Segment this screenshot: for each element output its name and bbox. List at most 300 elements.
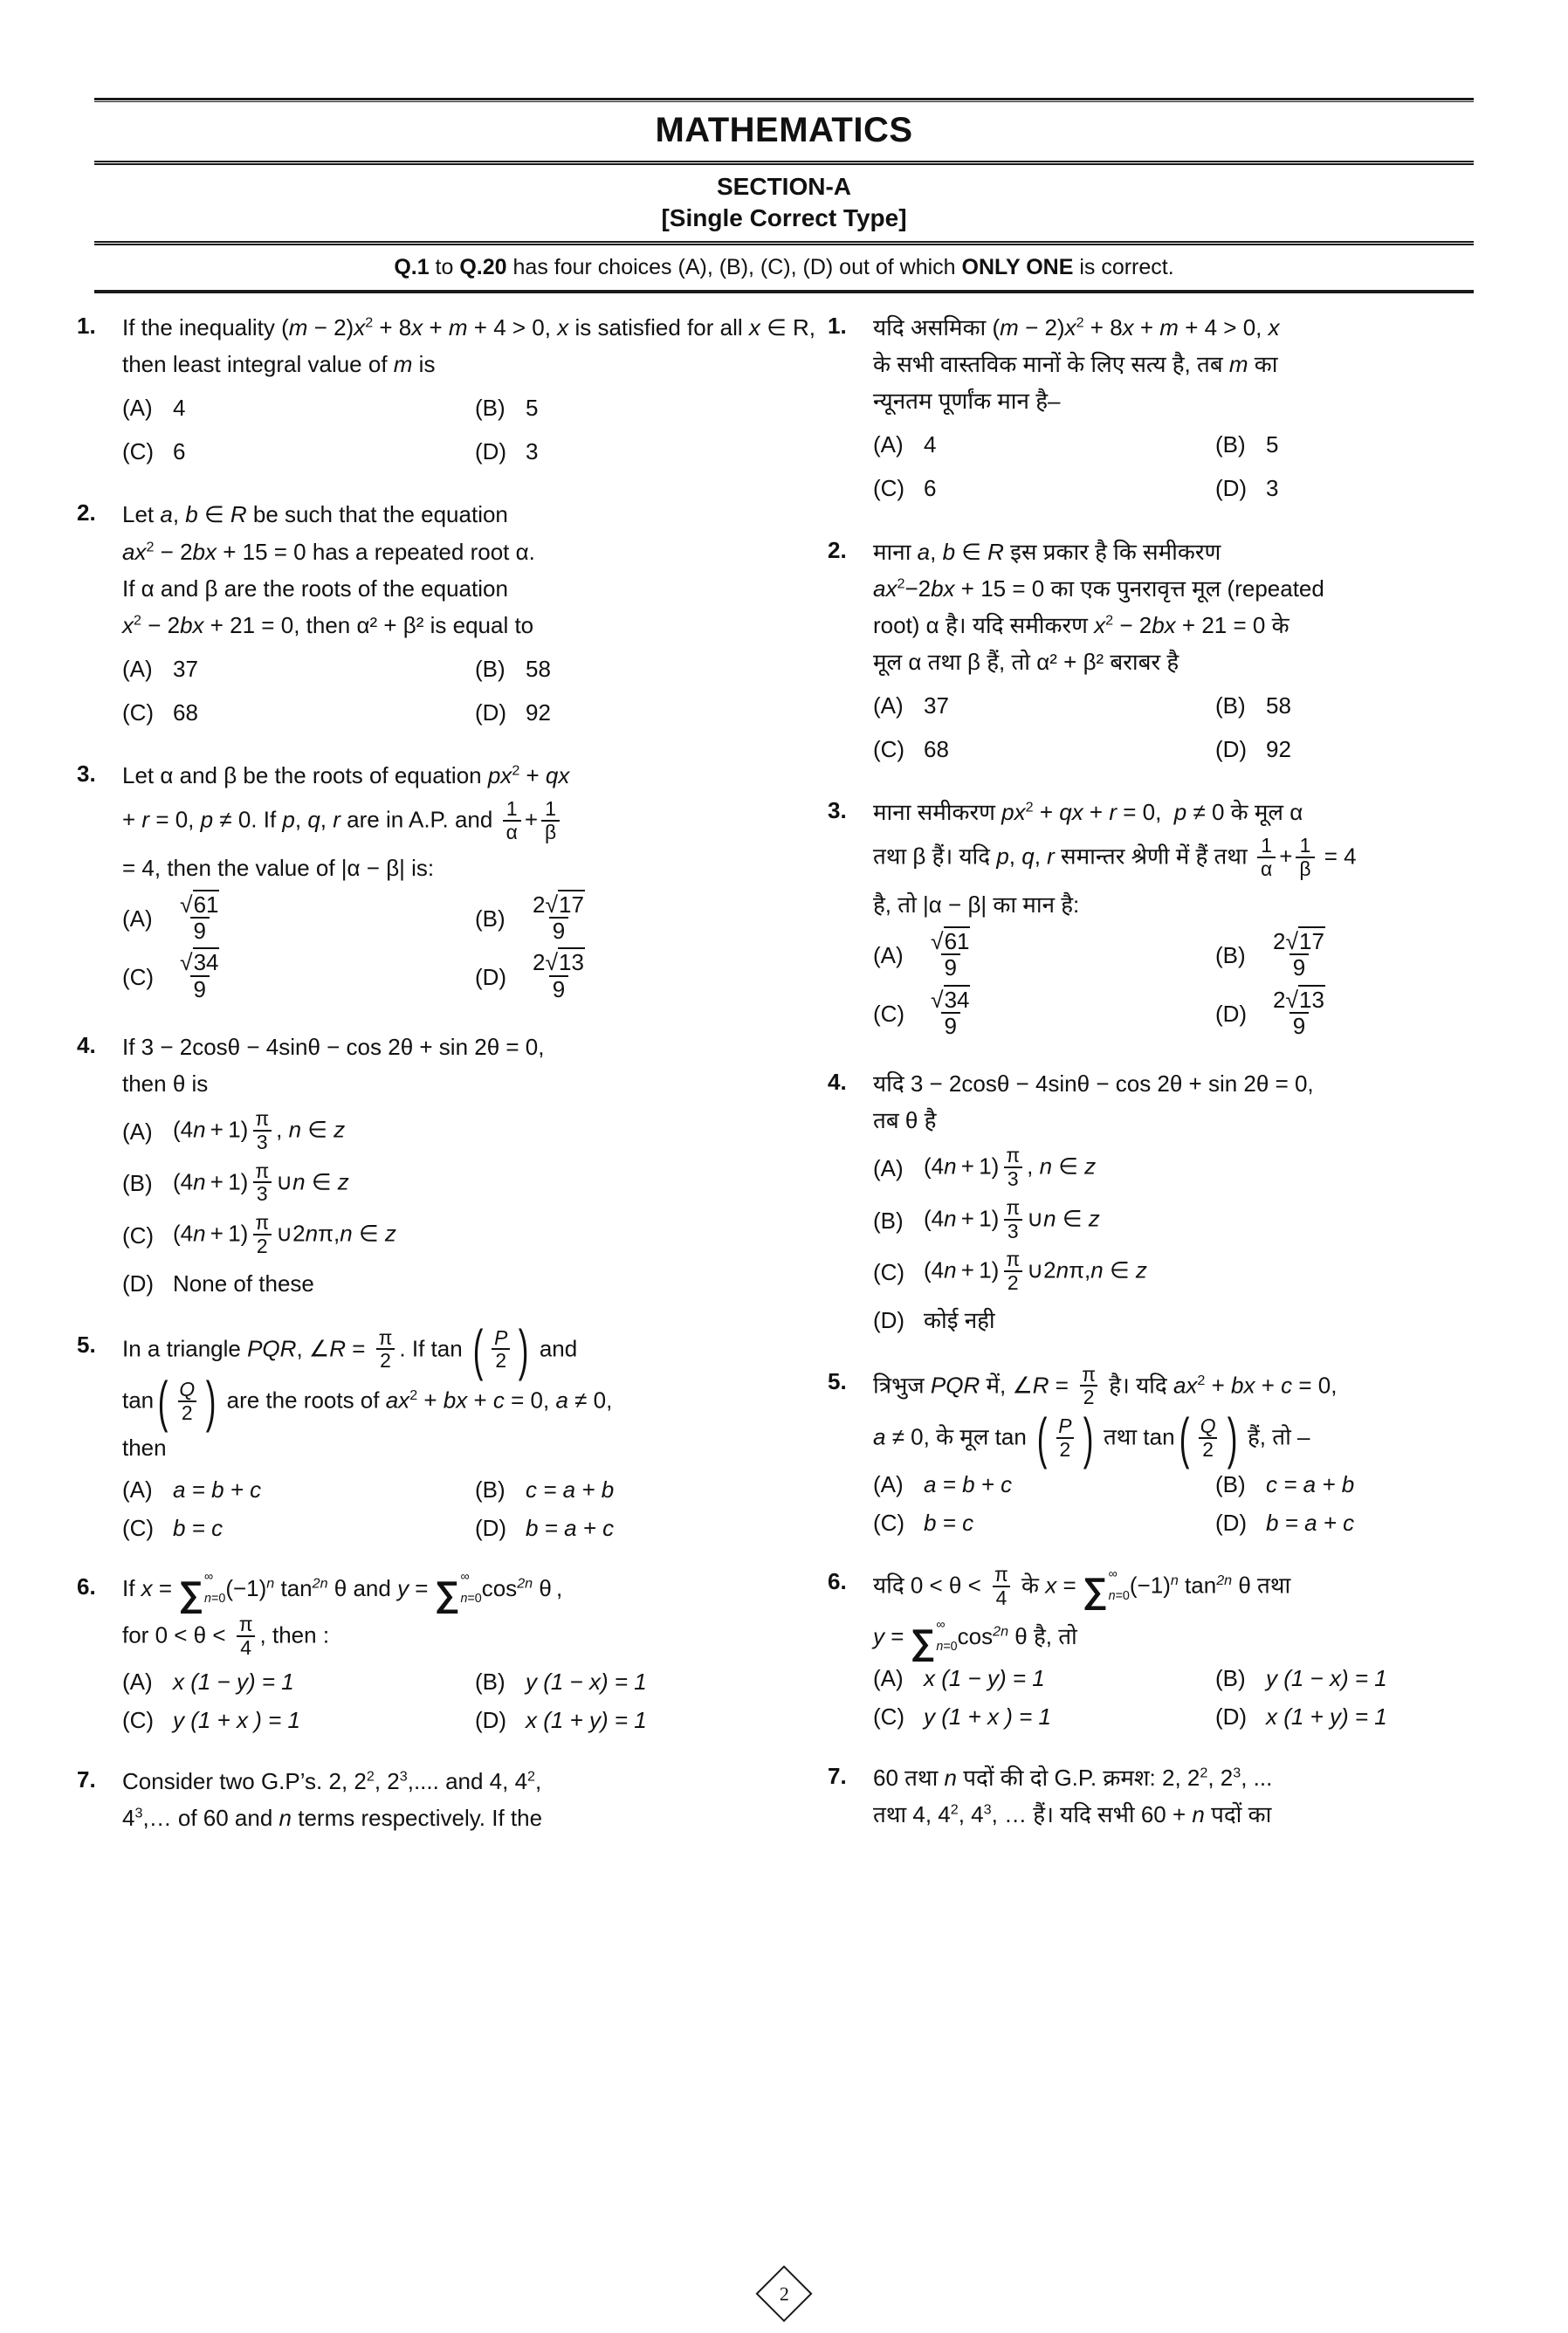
question-number: 4.	[828, 1069, 847, 1096]
q5hi-seg3: है। यदि	[1102, 1372, 1173, 1399]
option-label: (D)	[1215, 1000, 1248, 1027]
option-label: (A)	[122, 655, 153, 682]
option-a[interactable]	[122, 647, 475, 691]
q1-exp: 2	[365, 314, 374, 331]
option-label: (B)	[475, 395, 505, 422]
q4-line2: then θ is	[122, 1070, 209, 1098]
q6hi-seg2: के	[1014, 1572, 1046, 1599]
option-value: 68	[924, 736, 949, 763]
option-label: (D)	[1215, 475, 1248, 502]
q3hi-seg2: के मूल α	[1224, 799, 1303, 826]
option-label: (C)	[873, 1258, 905, 1285]
option-label: (A)	[873, 1155, 904, 1182]
option-value: 37	[173, 655, 198, 682]
option-c[interactable]	[873, 985, 1215, 1043]
q1-var-x2: x	[411, 314, 423, 341]
q2hi-seg6: मूल α तथा β हैं, तो α² + β² बराबर है	[873, 648, 1179, 675]
options-list	[122, 647, 828, 734]
q7hi-seg3: , 2	[1207, 1764, 1234, 1791]
q5-seg7: = 0,	[504, 1387, 556, 1414]
question-6-hi	[828, 1562, 1558, 1737]
option-c[interactable]	[873, 1246, 1558, 1297]
q3-seg4: are in A.P. and	[340, 806, 499, 833]
option-b[interactable]	[475, 386, 828, 430]
options-list	[873, 1142, 1558, 1341]
q1-seg-a: If the inequality (	[122, 314, 289, 341]
option-value: y (1 − x) = 1	[526, 1669, 647, 1696]
q1-l2-c: ∈ R, then least integral	[122, 314, 815, 378]
option-b[interactable]	[475, 1662, 828, 1701]
option-value: (4n + 1) $\frac{\pi}{3}$ , n ∈ z	[924, 1144, 1097, 1191]
question-7-en	[77, 1763, 828, 1836]
option-a[interactable]	[873, 926, 1215, 985]
q7hi-seg5: तथा 4, 4	[873, 1800, 951, 1827]
option-label: (B)	[475, 655, 505, 682]
q1-seg-e: + 4 > 0,	[467, 314, 551, 341]
q7hi-seg4: , ...	[1241, 1764, 1273, 1791]
q5hi-seg4: ≠ 0, के मूल tan	[885, 1423, 1034, 1450]
column-hindi	[828, 309, 1558, 1859]
options-list	[873, 423, 1558, 510]
instruction-rule-bottom	[94, 290, 1474, 293]
q7-seg6: ,… of 60 and	[142, 1804, 279, 1831]
question-3-en	[77, 757, 828, 1006]
option-value: b = a + c	[526, 1514, 615, 1541]
q4-line1: If 3 − 2cosθ − 4sinθ − cos 2θ + sin 2θ = 0,	[122, 1034, 545, 1061]
option-d[interactable]	[1215, 727, 1558, 771]
option-label: (A)	[873, 942, 904, 969]
q1-seg-c: + 8	[373, 314, 412, 341]
q2-seg3: has a repeated root α.	[306, 538, 535, 565]
question-text: माना a, b ∈ R इस प्रकार है कि समीकरण $ax^2-2bx + 15 = 0$ का एक पुनरावृत्त मूल (repeated root) α है। यदि समीकरण $x^2 - 2bx + 21 = 0$ के मूल α तथा β हैं, तो α² + β² बराबर है	[873, 538, 1324, 675]
option-value: y (1 − x) = 1	[1266, 1665, 1387, 1692]
q3-seg5: = 4, then the value of |α − β| is:	[122, 854, 435, 881]
option-c[interactable]	[122, 1209, 828, 1261]
option-b[interactable]	[475, 647, 828, 691]
option-value: 58	[1266, 692, 1291, 719]
options-list	[122, 386, 828, 473]
q7-seg4: ,	[535, 1767, 542, 1794]
q1hi-seg3: न्यूनतम पूर्णांक मान है–	[873, 388, 1061, 415]
q3-seg2: = 0,	[149, 806, 201, 833]
option-d[interactable]	[475, 1701, 828, 1739]
q5hi-seg5: तथा tan	[1097, 1423, 1175, 1450]
question-number: 6.	[828, 1567, 847, 1594]
q1-l2-x: x	[557, 314, 569, 341]
option-value: a = b + c	[924, 1470, 1013, 1497]
option-label: (B)	[122, 1170, 153, 1197]
options-list	[873, 926, 1558, 1043]
q5hi-seg6: हैं, तो –	[1241, 1423, 1310, 1450]
q7-seg3: ,.... and 4, 4	[407, 1767, 528, 1794]
option-d[interactable]	[873, 1298, 1558, 1342]
option-d[interactable]	[1215, 1697, 1558, 1736]
q2-seg5: , then α² + β² is equal to	[293, 611, 534, 638]
option-c[interactable]	[873, 1697, 1215, 1736]
option-label: (D)	[1215, 1703, 1248, 1731]
option-label: (D)	[122, 1270, 155, 1297]
q7hi-seg8: पदों का	[1204, 1800, 1272, 1827]
option-c[interactable]	[873, 1504, 1215, 1542]
q2hi-seg5: के	[1265, 611, 1289, 638]
option-label: (B)	[1215, 692, 1246, 719]
q5-seg4: . If tan	[399, 1335, 469, 1362]
option-label: (B)	[1215, 1665, 1246, 1692]
q7-seg7: terms respectively. If the	[292, 1804, 543, 1831]
q2-seg2: be such that the equation	[246, 501, 508, 528]
option-a[interactable]	[122, 1105, 828, 1157]
option-value: (4n + 1) $\frac{\pi}{2}$ ∪2nπ,n ∈ z	[173, 1211, 396, 1257]
page-number: 2	[779, 2282, 789, 2304]
options-list	[873, 1659, 1558, 1736]
q1-var-m2: m	[448, 314, 468, 341]
q6-seg2: and	[347, 1574, 398, 1601]
q7hi-seg2: पदों की दो G.P. क्रमश: 2, 2	[957, 1764, 1200, 1791]
option-value: 6	[924, 475, 937, 502]
q2hi-seg4: root) α है। यदि समीकरण	[873, 611, 1095, 638]
option-value: c = a + b	[526, 1476, 615, 1503]
option-label: (D)	[1215, 736, 1248, 763]
option-value: 3	[526, 438, 539, 465]
q2hi-seg3: का एक पुनरावृत्त मूल (repeated	[1044, 575, 1324, 602]
option-value: $\frac{√61}{9}$	[931, 927, 970, 981]
column-english	[77, 309, 828, 1859]
option-b[interactable]	[475, 1470, 828, 1509]
option-c[interactable]	[122, 1701, 475, 1739]
option-value: $\frac{√34}{9}$	[931, 986, 970, 1040]
q1hi-seg2: के सभी वास्तविक मानों के लिए सत्य है, तब	[873, 351, 1229, 378]
option-label: (D)	[475, 1707, 507, 1734]
option-value: 3	[1266, 475, 1279, 502]
option-label: (B)	[1215, 942, 1246, 969]
question-2-hi	[828, 533, 1558, 772]
page-footer	[0, 2274, 1568, 2314]
question-number: 7.	[77, 1765, 96, 1793]
option-value: 4	[924, 431, 937, 458]
instruction-tail: is correct.	[1073, 255, 1174, 279]
question-text: यदि असमिका $(m - 2)x^2 + 8x + m + 4 > 0$, x के सभी वास्तविक मानों के लिए सत्य है, तब m का न्यूनतम पूर्णांक मान है–	[873, 314, 1280, 415]
option-label: (B)	[475, 1669, 505, 1696]
option-a[interactable]	[873, 1465, 1215, 1504]
q1hi-seg1: यदि असमिका	[873, 314, 993, 341]
q6hi-seg4: है, तो	[1027, 1623, 1077, 1650]
q7hi-seg7: , … हैं। यदि सभी 60 +	[991, 1800, 1193, 1827]
question-text: Let a, b ∈ R be such that the equation $ax^2 - 2bx + 15 = 0$ has a repeated root α. If α and β are the roots of the equation $x^2 - 2bx + 21 = 0$, then α² + β² is equal to	[122, 501, 535, 638]
option-value: 92	[1266, 736, 1291, 763]
option-label: (D)	[475, 1514, 507, 1541]
question-columns	[0, 309, 1568, 1859]
question-text	[122, 1029, 828, 1102]
option-a[interactable]	[873, 684, 1215, 727]
option-label: (C)	[122, 963, 155, 990]
option-a[interactable]	[122, 386, 475, 430]
option-c[interactable]	[122, 947, 475, 1006]
option-value: 5	[1266, 431, 1279, 458]
option-label: (B)	[1215, 431, 1246, 458]
q1-l2-b: is satisfied for all	[568, 314, 749, 341]
question-text: Consider two G.P’s. 2, $2^2$, $2^3$,.... and 4, $4^2$, $4^3,\dots$ of 60 and n terms respectively. If the	[122, 1767, 543, 1831]
option-label: (D)	[873, 1306, 905, 1333]
option-value: 68	[173, 699, 198, 726]
q7hi-seg6: , 4	[958, 1800, 984, 1827]
option-value: b = c	[173, 1514, 224, 1541]
option-label: (C)	[873, 1703, 905, 1731]
option-c[interactable]	[122, 430, 475, 473]
q5-seg6: are the roots of	[220, 1387, 386, 1414]
options-list	[122, 1470, 828, 1547]
question-5-en	[77, 1318, 828, 1547]
option-value: 37	[924, 692, 949, 719]
option-b[interactable]	[1215, 1465, 1558, 1504]
q6-seg1: If	[122, 1574, 141, 1601]
option-c[interactable]	[873, 466, 1215, 510]
option-value: $\frac{√61}{9}$	[180, 891, 219, 945]
question-number: 1.	[828, 313, 847, 339]
q3hi-seg3: तथा β हैं। यदि	[873, 843, 997, 870]
option-b[interactable]	[1215, 1659, 1558, 1697]
q3-seg1: Let α and β be the roots of equation	[122, 762, 488, 789]
option-value: 58	[526, 655, 551, 682]
option-label: (D)	[475, 699, 507, 726]
question-4-en	[77, 1029, 828, 1305]
question-text	[873, 1065, 1558, 1139]
option-label: (B)	[475, 1476, 505, 1503]
question-1-en	[77, 309, 828, 473]
q1-seg-b: − 2)	[307, 314, 354, 341]
question-text: माना समीकरण $px^2$ + qx + r = 0, p ≠ 0 के मूल α तथा β हैं। यदि p, q, r समान्तर श्रेणी में हैं तथा $\frac{1}{\alpha}$ + $\frac{1}{\beta}$ = 4 है, तो |α − β| का मान है:	[873, 794, 1558, 923]
q7-seg5: 4	[122, 1804, 135, 1831]
question-text: त्रिभुज PQR में, ∠R = $\frac{\pi}{2}$ है। यदि $ax^2$ + bx + c = 0, a ≠ 0, के मूल tan ( $\frac{P}{2}$ ) तथा tan ( $\frac{Q}{2}$ ) हैं, तो –	[873, 1362, 1338, 1470]
option-b[interactable]	[122, 1158, 828, 1209]
instruction-text: has four choices (A), (B), (C), (D) out of which	[506, 255, 962, 279]
option-label: (B)	[873, 1207, 904, 1234]
question-5-hi	[828, 1362, 1558, 1542]
options-list	[122, 1662, 828, 1739]
question-number: 7.	[828, 1762, 847, 1789]
option-d[interactable]	[475, 691, 828, 734]
option-value: x (1 − y) = 1	[173, 1669, 294, 1696]
option-value: 5	[526, 395, 539, 422]
question-number: 6.	[77, 1573, 96, 1600]
exam-page	[0, 98, 1568, 2333]
q7hi-seg1: 60 तथा	[873, 1764, 945, 1791]
option-label: (C)	[122, 1514, 155, 1541]
option-label: (A)	[122, 1669, 153, 1696]
option-d[interactable]	[475, 1509, 828, 1547]
option-label: (C)	[122, 438, 155, 465]
question-number: 4.	[77, 1032, 96, 1059]
option-label: (A)	[122, 395, 153, 422]
option-d[interactable]	[1215, 1504, 1558, 1542]
option-value: (4n + 1) $\frac{\pi}{3}$ , n ∈ z	[173, 1107, 346, 1154]
instruction-q-end: Q.20	[459, 255, 507, 279]
question-1-hi	[828, 309, 1558, 511]
q6hi-seg3: तथा	[1250, 1572, 1291, 1599]
question-text: If x = ∑ ∞ n=0 $(-1)^n$ $\tan^{2n} \theta$ and y = ∑ ∞ n=0 $\cos^{2n} \theta$ , for 0 < θ < $\frac{\pi}{4}$ , then :	[122, 1569, 563, 1659]
option-label: (C)	[873, 1000, 905, 1027]
q5-seg5: and	[533, 1335, 578, 1362]
q2hi-seg2: इस प्रकार है कि समीकरण	[1003, 538, 1221, 565]
q4hi-line2: तब θ है	[873, 1107, 937, 1134]
q3-seg1b: +	[519, 762, 546, 789]
option-value: None of these	[173, 1270, 314, 1297]
option-b[interactable]	[1215, 926, 1558, 985]
option-b[interactable]	[1215, 684, 1558, 727]
option-label: (C)	[873, 736, 905, 763]
option-label: (A)	[873, 431, 904, 458]
option-label: (C)	[873, 475, 905, 502]
q1-seg-d: +	[423, 314, 449, 341]
option-label: (C)	[873, 1509, 905, 1536]
question-number: 5.	[828, 1367, 847, 1394]
option-label: (A)	[873, 1665, 904, 1692]
q1hi-seg2b: का	[1248, 351, 1278, 378]
q2hi-seg1: माना	[873, 538, 918, 565]
q1-l2-x2: x	[748, 314, 760, 341]
q5-seg3: =	[345, 1335, 372, 1362]
question-number: 3.	[828, 797, 847, 824]
q3hi-seg4: समान्तर श्रेणी में हैं तथा	[1054, 843, 1254, 870]
instruction-q-start: Q.1	[394, 255, 430, 279]
option-value: $\frac{2√13}{9}$	[1273, 986, 1324, 1040]
question-number: 1.	[77, 313, 96, 339]
option-c[interactable]	[122, 1509, 475, 1547]
q5-seg8: ≠ 0,	[567, 1387, 613, 1414]
instruction-line	[94, 245, 1474, 290]
q1-var-m: m	[288, 314, 308, 341]
option-label: (C)	[122, 1222, 155, 1249]
option-value: (4n + 1) $\frac{\pi}{3}$ ∪n ∈ z	[173, 1159, 349, 1206]
question-4-hi	[828, 1065, 1558, 1342]
question-text: 60 तथा n पदों की दो G.P. क्रमश: 2, $2^2$, $2^3$, ... तथा 4, $4^2$, $4^3$, … हैं। यदि सभी 60 + n पदों का	[873, 1764, 1273, 1827]
question-number: 3.	[77, 760, 96, 788]
option-value: $\frac{√34}{9}$	[180, 949, 219, 1003]
q1-var-x: x	[354, 314, 366, 341]
question-text: Let α and β be the roots of equation $px^2$ + qx + r = 0, p ≠ 0. If p, q, r are in A.P. and $\frac{1}{\alpha}$ + $\frac{1}{\beta}$ = 4, then the value of |α − β| is:	[122, 757, 828, 886]
question-6-en	[77, 1570, 828, 1740]
option-d[interactable]	[1215, 466, 1558, 510]
option-value: (4n + 1) $\frac{\pi}{3}$ ∪n ∈ z	[924, 1195, 1100, 1242]
option-a[interactable]	[122, 890, 475, 948]
option-value: 6	[173, 438, 186, 465]
option-a[interactable]	[873, 1142, 1558, 1194]
option-value: 92	[526, 699, 551, 726]
options-list	[122, 1105, 828, 1304]
page-title: MATHEMATICS	[655, 111, 913, 149]
option-d[interactable]	[475, 430, 828, 473]
page-number-badge	[755, 2265, 812, 2322]
option-label: (B)	[1215, 1470, 1246, 1497]
option-value: x (1 + y) = 1	[526, 1707, 647, 1734]
option-a[interactable]	[873, 423, 1215, 466]
q1-l3-m: m	[393, 351, 413, 378]
question-7-hi	[828, 1759, 1558, 1833]
q3hi-seg5: है, तो |α − β| का मान है:	[873, 891, 1080, 918]
question-number: 2.	[828, 536, 847, 563]
option-value: $\frac{2√17}{9}$	[1273, 927, 1324, 981]
q6-seg3: for 0 < θ <	[122, 1621, 232, 1648]
option-d[interactable]	[475, 947, 828, 1006]
option-value: $\frac{2√13}{9}$	[533, 949, 584, 1003]
option-value: a = b + c	[173, 1476, 262, 1503]
option-value: b = a + c	[1266, 1509, 1355, 1536]
option-label: (A)	[122, 1118, 153, 1145]
option-d[interactable]	[1215, 985, 1558, 1043]
options-list	[122, 890, 828, 1006]
option-label: (A)	[873, 1470, 904, 1497]
option-b[interactable]	[1215, 423, 1558, 466]
question-number: 5.	[77, 1331, 96, 1358]
q6-seg4: , then :	[259, 1621, 330, 1648]
q7-seg2: , 2	[374, 1767, 400, 1794]
instruction-mid: to	[429, 255, 460, 279]
option-a[interactable]	[122, 1470, 475, 1509]
options-list	[873, 1465, 1558, 1542]
option-label: (D)	[475, 963, 507, 990]
option-label: (C)	[122, 699, 155, 726]
option-b[interactable]	[873, 1194, 1558, 1246]
q2-seg1: Let	[122, 501, 161, 528]
option-label: (A)	[122, 1476, 153, 1503]
option-label: (A)	[873, 692, 904, 719]
option-value: c = a + b	[1266, 1470, 1355, 1497]
question-3-hi	[828, 794, 1558, 1043]
option-value: 4	[173, 395, 186, 422]
option-label: (D)	[1215, 1509, 1248, 1536]
q1-l3-a: value of	[307, 351, 394, 378]
q2-seg4: If α and β are the roots of the equation	[122, 575, 508, 602]
options-list	[873, 684, 1558, 771]
option-value: $\frac{2√17}{9}$	[533, 891, 584, 945]
option-d[interactable]	[122, 1262, 828, 1305]
q7-seg1: Consider two G.P’s. 2, 2	[122, 1767, 367, 1794]
option-c[interactable]	[122, 691, 475, 734]
option-value: (4n + 1) $\frac{\pi}{2}$ ∪2nπ,n ∈ z	[924, 1248, 1147, 1294]
q5-seg1: In a triangle	[122, 1335, 248, 1362]
q5hi-seg2: में, ∠	[980, 1372, 1033, 1399]
option-c[interactable]	[873, 727, 1215, 771]
option-value: y (1 + x ) = 1	[173, 1707, 300, 1734]
option-value: x (1 + y) = 1	[1266, 1703, 1387, 1731]
option-value: y (1 + x ) = 1	[924, 1703, 1051, 1731]
q3hi-seg1: माना समीकरण	[873, 799, 1002, 826]
instruction-only-one: ONLY ONE	[961, 255, 1074, 279]
q3-seg3: ≠ 0. If	[213, 806, 283, 833]
question-text: In a triangle PQR, ∠R = $\frac{\pi}{2}$ . If tan ( $\frac{P}{2}$ ) and tan ( $\frac{Q}{2}$ ) are the roots of $ax^2$ + bx + c = 0, a ≠ 0, then	[122, 1328, 828, 1467]
option-value: b = c	[924, 1509, 974, 1536]
option-value: कोई नही	[924, 1306, 995, 1333]
q1-l3-b: is	[412, 351, 436, 378]
option-a[interactable]	[873, 1659, 1215, 1697]
page-header	[94, 98, 1474, 293]
section-subtitle: [Single Correct Type]	[661, 204, 907, 231]
q6hi-seg1: यदि 0 < θ <	[873, 1572, 988, 1599]
option-label: (B)	[475, 905, 505, 933]
option-value: x (1 − y) = 1	[924, 1665, 1045, 1692]
question-number: 2.	[77, 499, 96, 526]
option-label: (D)	[475, 438, 507, 465]
option-label: (C)	[122, 1707, 155, 1734]
q5-seg2: , ∠	[296, 1335, 330, 1362]
option-label: (A)	[122, 905, 153, 933]
q5hi-seg1: त्रिभुज	[873, 1372, 931, 1399]
option-a[interactable]	[122, 1662, 475, 1701]
question-text	[122, 309, 828, 382]
option-b[interactable]	[475, 890, 828, 948]
question-text: यदि 0 < θ < $\frac{\pi}{4}$ के x = ∑ ∞ n=0 $(-1)^n$ $\tan^{2n} \theta$ तथा y = ∑ ∞ n=0 $\cos^{2n} \theta$ है, तो	[873, 1562, 1291, 1662]
q5-seg9: then	[122, 1435, 167, 1462]
question-2-en	[77, 496, 828, 734]
